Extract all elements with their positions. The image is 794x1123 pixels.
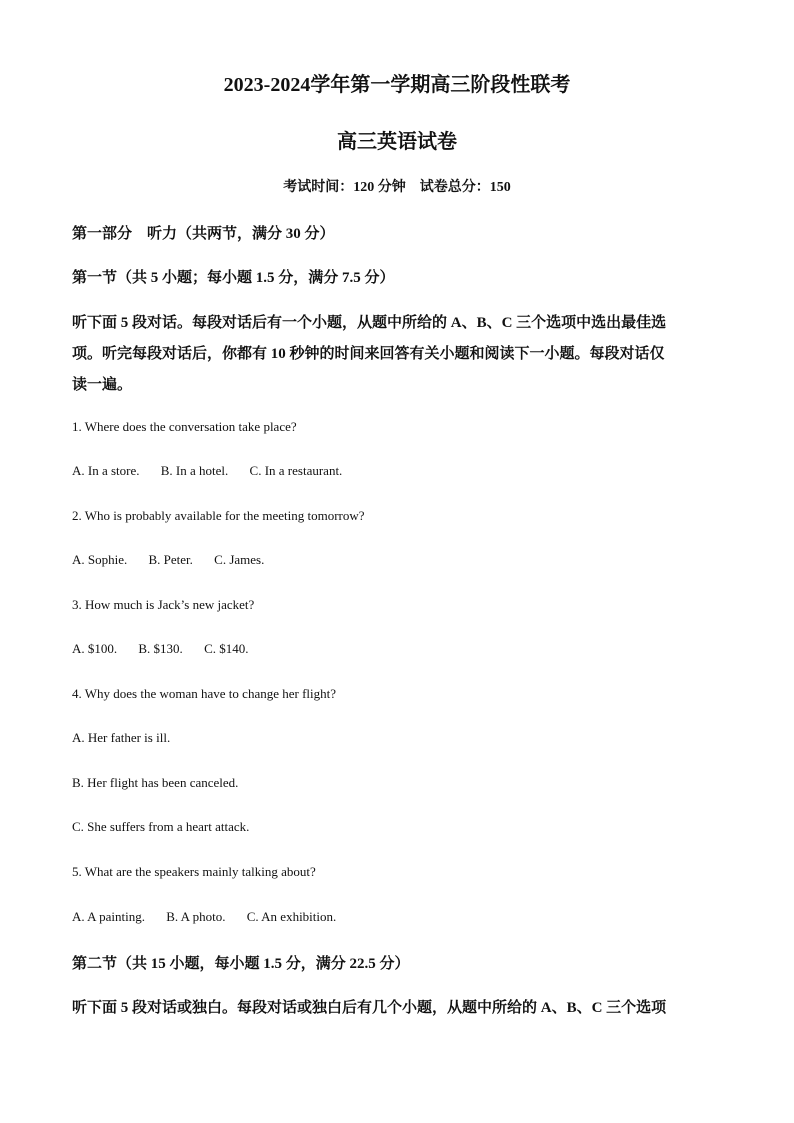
question-4-option-b: B. Her flight has been canceled. xyxy=(72,775,239,790)
question-1-option-c: C. In a restaurant. xyxy=(249,463,343,478)
question-5-option-b: B. A photo. xyxy=(166,909,226,924)
question-1-option-b: B. In a hotel. xyxy=(160,463,229,478)
question-1-option-a: A. In a store. xyxy=(72,463,140,478)
exam-info: 考试时间：120 分钟 试卷总分：150 xyxy=(283,180,511,195)
question-2-option-a: A. Sophie. xyxy=(72,552,128,567)
question-3-option-c: C. $140. xyxy=(204,641,249,656)
question-3-stem: 3. How much is Jack’s new jacket? xyxy=(72,597,255,612)
question-3-options xyxy=(72,641,722,657)
section2-instruction-line-1: 听下面 5 段对话或独白。每段对话或独白后有几个小题，从题中所给的 A、B、C 三个选项 xyxy=(72,1000,667,1016)
question-4-stem: 4. Why does the woman have to change her flight? xyxy=(72,686,337,701)
question-2-option-b: B. Peter. xyxy=(148,552,193,567)
question-1-stem: 1. Where does the conversation take place? xyxy=(72,419,297,434)
question-3-option-b: B. $130. xyxy=(138,641,183,656)
question-5-option-a: A. A painting. xyxy=(72,909,145,924)
paper-subtitle: 高三英语试卷 xyxy=(337,131,457,153)
section1-instruction-line-1: 听下面 5 段对话。每段对话后有一个小题，从题中所给的 A、B、C 三个选项中选出最佳选 xyxy=(72,315,667,331)
question-1-options xyxy=(72,463,722,479)
question-2-option-c: C. James. xyxy=(214,552,265,567)
section1-instruction-line-2: 项。听完每段对话后，你都有 10 秒钟的时间来回答有关小题和阅读下一小题。每段对话仅 xyxy=(72,346,665,362)
section1-heading: 第一节（共 5 小题；每小题 1.5 分，满分 7.5 分） xyxy=(72,270,395,286)
question-2-stem: 2. Who is probably available for the meeting tomorrow? xyxy=(72,508,365,523)
question-4-option-a: A. Her father is ill. xyxy=(72,730,171,745)
question-5-option-c: C. An exhibition. xyxy=(246,909,337,924)
question-4-option-c: C. She suffers from a heart attack. xyxy=(72,819,250,834)
question-5-stem: 5. What are the speakers mainly talking about? xyxy=(72,864,316,879)
section1-instruction-line-3: 读一遍。 xyxy=(72,377,133,393)
question-2-options xyxy=(72,552,722,568)
exam-title: 2023-2024学年第一学期高三阶段性联考 xyxy=(223,74,571,96)
section2-heading: 第二节（共 15 小题，每小题 1.5 分，满分 22.5 分） xyxy=(72,956,410,972)
question-3-option-a: A. $100. xyxy=(72,641,118,656)
question-5-options xyxy=(72,909,722,925)
part1-heading: 第一部分 听力（共两节，满分 30 分） xyxy=(72,226,335,242)
